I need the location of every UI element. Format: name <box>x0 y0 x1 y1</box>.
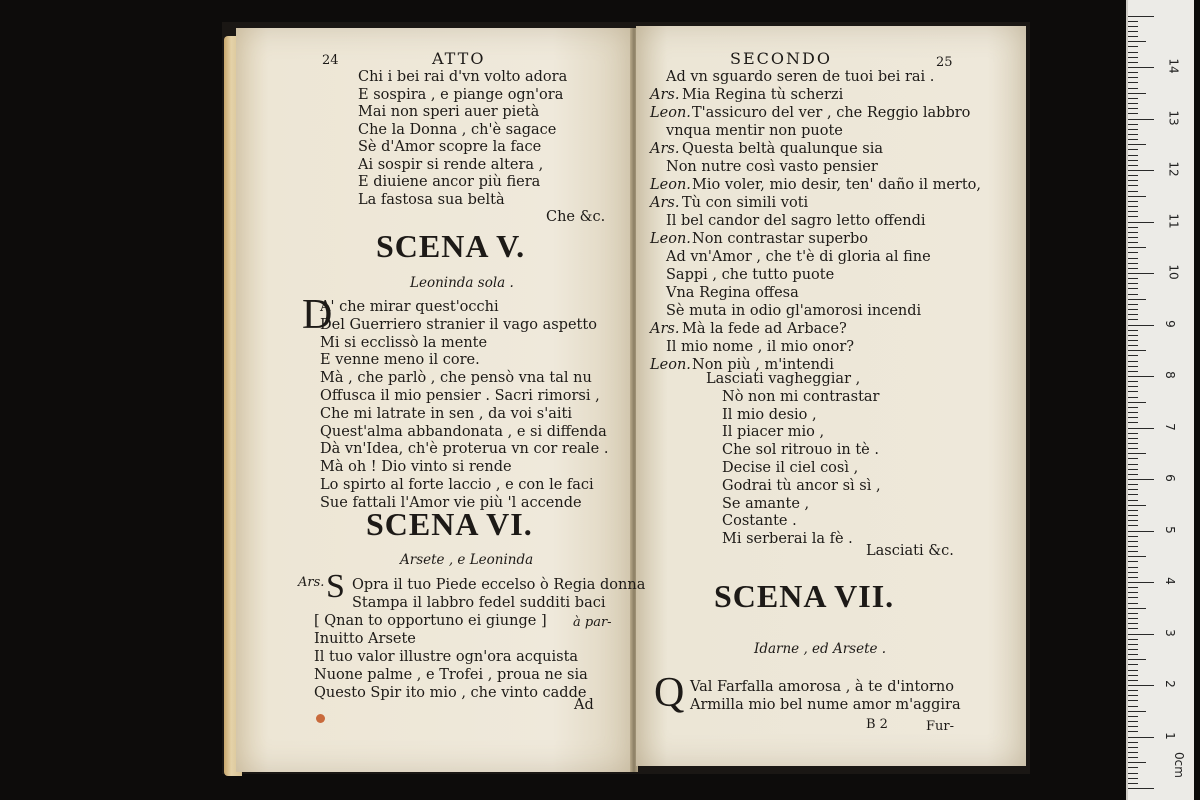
ruler-tick <box>1128 232 1138 233</box>
ruler-tick <box>1128 124 1138 125</box>
ruler-tick <box>1128 325 1154 326</box>
dialogue-line: Non contrastar superbo <box>692 231 868 247</box>
verse-line: Sè d'Amor scopre la face <box>358 139 542 155</box>
ruler-tick <box>1128 88 1138 89</box>
ruler-label: 9 <box>1162 319 1177 328</box>
scene-5-characters: Leoninda sola . <box>410 275 514 291</box>
ruler-tick <box>1128 422 1138 423</box>
ruler-tick <box>1128 572 1138 573</box>
ruler-tick <box>1128 31 1138 32</box>
ruler-tick <box>1128 592 1138 593</box>
ruler-tick <box>1128 371 1138 372</box>
verse-line: Val Farfalla amorosa , à te d'intorno <box>690 679 954 695</box>
verse-line: Ai sospir si rende altera , <box>358 156 544 173</box>
ruler-tick <box>1128 664 1138 665</box>
ruler-tick <box>1128 494 1138 495</box>
ruler-tick <box>1128 134 1138 135</box>
ruler-tick <box>1128 690 1138 691</box>
speaker-label: Ars. <box>650 87 680 103</box>
ruler-tick <box>1128 309 1138 310</box>
ruler-tick <box>1128 788 1154 789</box>
ruler-tick <box>1128 561 1138 562</box>
ruler-tick <box>1128 340 1138 341</box>
ruler-tick <box>1128 670 1138 671</box>
dialogue-line: Non nutre così vasto pensier <box>666 159 878 175</box>
ruler-tick <box>1128 721 1138 722</box>
song-line: Il piacer mio , <box>722 424 825 441</box>
song-line: Mi serberai la fè . <box>722 531 853 548</box>
ruler-tick <box>1128 438 1138 439</box>
verse-line: Chi i bei rai d'vn volto adora <box>358 69 568 85</box>
verse-line: [ Qnan to opportuno ei giunge ] <box>314 613 547 629</box>
ruler-tick <box>1128 464 1138 465</box>
speaker-label: Leon. <box>650 177 691 193</box>
ruler-tick <box>1128 108 1138 109</box>
page-number-right: 25 <box>936 55 953 70</box>
ruler-tick <box>1128 268 1138 269</box>
ruler-tick <box>1128 381 1138 382</box>
ruler-tick <box>1128 742 1138 743</box>
dialogue-line: Mà la fede ad Arbace? <box>682 321 847 337</box>
ruler-tick <box>1128 129 1138 130</box>
ruler-tick <box>1128 587 1138 588</box>
ruler-tick <box>1128 597 1138 598</box>
song-line: Costante . <box>722 513 797 530</box>
ruler-tick <box>1128 21 1138 22</box>
ruler-tick <box>1128 36 1138 37</box>
ruler-tick <box>1128 778 1138 779</box>
ruler-tick <box>1128 659 1146 660</box>
page-number-left: 24 <box>322 53 339 68</box>
ruler-label: 12 <box>1166 161 1181 177</box>
ruler-tick <box>1128 386 1138 387</box>
ruler-tick <box>1128 185 1138 186</box>
ruler-tick <box>1128 57 1138 58</box>
ruler-tick <box>1128 752 1138 753</box>
ruler-tick <box>1128 510 1138 511</box>
dialogue-line: Mia Regina tù scherzi <box>682 87 844 103</box>
ruler-tick <box>1128 26 1138 27</box>
drop-cap-s: S <box>326 568 345 605</box>
ruler-tick <box>1128 222 1154 223</box>
dialogue-line: Sappi , che tutto puote <box>666 267 835 283</box>
ruler-tick <box>1128 113 1138 114</box>
ruler-tick <box>1128 675 1138 676</box>
ruler-tick <box>1128 355 1138 356</box>
speaker-label: Ars. <box>650 141 680 157</box>
ruler-tick <box>1128 335 1138 336</box>
verse-line: Che mi latrate in sen , da voi s'aiti <box>320 405 572 422</box>
ruler-tick <box>1128 546 1138 547</box>
verse-line: E venne meno il core. <box>320 352 480 369</box>
song-line: Nò non mi contrastar <box>722 388 880 405</box>
song-line: Il mio desio , <box>722 406 817 423</box>
ruler-tick <box>1128 407 1138 408</box>
ruler-tick <box>1128 556 1146 557</box>
speaker-label: Ars. <box>650 321 680 337</box>
ruler-label: 13 <box>1166 109 1181 126</box>
ruler-tick <box>1128 93 1146 94</box>
ruler-tick <box>1128 139 1138 140</box>
ruler-tick <box>1128 46 1138 47</box>
ruler-tick <box>1128 577 1138 578</box>
ruler-tick <box>1128 160 1138 161</box>
ruler-tick <box>1128 41 1146 42</box>
verse-line: Mai non speri auer pietà <box>358 104 540 120</box>
aria-cue: Che &c. <box>546 209 606 225</box>
ruler-tick <box>1128 237 1138 238</box>
scene-6-title: SCENA VI. <box>366 506 533 542</box>
ruler-tick <box>1128 294 1138 295</box>
measurement-ruler <box>1126 0 1194 800</box>
ruler-tick <box>1128 82 1138 83</box>
dialogue-line: Mio voler, mio desir, ten' daño il merto, <box>692 177 982 193</box>
ruler-tick <box>1128 103 1138 104</box>
ruler-label: 11 <box>1166 212 1181 229</box>
ruler-label: 2 <box>1162 680 1177 688</box>
dialogue-line: T'assicuro del ver , che Reggio labbro <box>692 105 971 121</box>
ruler-label: 6 <box>1162 474 1177 482</box>
verse-line: Quest'alma abbandonata , e si diffenda <box>320 423 607 440</box>
ruler-tick <box>1128 273 1154 274</box>
ruler-tick <box>1128 155 1138 156</box>
ruler-tick <box>1128 62 1138 63</box>
song-line: Lasciati vagheggiar , <box>706 371 861 387</box>
ruler-tick <box>1128 402 1146 403</box>
dialogue-line: vnqua mentir non puote <box>666 123 843 139</box>
ruler-tick <box>1128 469 1138 470</box>
ruler-tick <box>1128 361 1138 362</box>
ruler-tick <box>1128 680 1138 681</box>
ruler-tick <box>1128 613 1138 614</box>
signature-mark: B 2 <box>866 717 888 732</box>
ruler-tick <box>1128 412 1138 413</box>
dialogue-line: Questa beltà qualunque sia <box>682 141 884 157</box>
ruler-tick <box>1128 536 1138 537</box>
ruler-tick <box>1128 72 1138 73</box>
ruler-tick <box>1128 165 1138 166</box>
ruler-tick <box>1128 16 1154 17</box>
ruler-tick <box>1128 433 1138 434</box>
ruler-tick <box>1128 314 1138 315</box>
ruler-label: 3 <box>1162 628 1177 637</box>
ruler-tick <box>1128 376 1154 377</box>
ruler-tick <box>1128 191 1138 192</box>
speaker-label: Leon. <box>650 105 691 121</box>
ruler-tick <box>1128 170 1154 171</box>
dialogue-line: Ad vn sguardo seren de tuoi bei rai . <box>666 69 935 85</box>
ruler-tick <box>1128 175 1138 176</box>
ruler-tick <box>1128 531 1154 532</box>
ruler-tick <box>1128 304 1138 305</box>
ruler-tick <box>1128 582 1154 583</box>
ink-stain <box>316 714 325 723</box>
ruler-tick <box>1128 299 1146 300</box>
dialogue-line: Tù con simili voti <box>682 195 809 211</box>
ruler-tick <box>1128 283 1138 284</box>
ruler-tick <box>1128 489 1138 490</box>
ruler-tick <box>1128 242 1138 243</box>
ruler-tick <box>1128 443 1138 444</box>
ruler-tick <box>1128 458 1138 459</box>
ruler-tick <box>1128 330 1138 331</box>
ruler-tick <box>1128 695 1138 696</box>
ruler-tick <box>1128 747 1138 748</box>
drop-cap-q: Q <box>654 670 685 716</box>
ruler-tick <box>1128 541 1138 542</box>
ruler-tick <box>1128 428 1154 429</box>
verse-line: Che la Donna , ch'è sagace <box>358 121 557 138</box>
ruler-tick <box>1128 391 1138 392</box>
ruler-tick <box>1128 567 1138 568</box>
ruler-tick <box>1128 258 1138 259</box>
ruler-label: 14 <box>1166 58 1181 74</box>
ruler-tick <box>1128 206 1138 207</box>
ruler-tick <box>1128 767 1138 768</box>
ruler-tick <box>1128 654 1138 655</box>
dialogue-line: Vna Regina offesa <box>666 285 799 301</box>
ruler-tick <box>1128 706 1138 707</box>
ruler-tick <box>1128 366 1138 367</box>
ruler-label: 1 <box>1162 731 1177 740</box>
ruler-label: 4 <box>1162 577 1177 585</box>
verse-line: Sue fattali l'Amor vie più 'l accende <box>320 494 582 511</box>
ruler-tick <box>1128 716 1138 717</box>
verse-line: Nuone palme , e Trofei , proua ne sia <box>314 667 588 683</box>
ruler-tick <box>1128 180 1138 181</box>
ruler-tick <box>1128 474 1138 475</box>
verse-line: Mi si ecclissò la mente <box>320 334 488 351</box>
ruler-tick <box>1128 417 1138 418</box>
running-head-right: SECONDO <box>730 49 832 68</box>
ruler-tick <box>1128 628 1138 629</box>
verse-line: Dà vn'Idea, ch'è proterua vn cor reale . <box>320 441 609 458</box>
scene-7-title: SCENA VII. <box>714 578 895 614</box>
ruler-tick <box>1128 216 1138 217</box>
ruler-tick <box>1128 98 1138 99</box>
song-line: Che sol ritrouo in tè . <box>722 442 879 459</box>
verse-line: E sospira , e piange ogn'ora <box>358 86 564 103</box>
dialogue-line: Sè muta in odio gl'amorosi incendi <box>666 303 922 319</box>
ruler-tick <box>1128 149 1138 150</box>
ruler-tick <box>1128 711 1146 712</box>
speaker-label: Ars. <box>650 195 680 211</box>
ruler-tick <box>1128 263 1138 264</box>
ruler-tick <box>1128 762 1146 763</box>
ruler-label: 8 <box>1162 371 1177 379</box>
dialogue-line: Non più , m'intendi <box>692 357 834 373</box>
verse-line: Armilla mio bel nume amor m'aggira <box>690 697 961 713</box>
ruler-tick <box>1128 448 1138 449</box>
ruler-tick <box>1128 515 1138 516</box>
ruler-tick <box>1128 623 1138 624</box>
catchword-left: Ad <box>574 697 594 713</box>
verse-line: Questo Spir ito mio , che vinto cadde <box>314 685 587 701</box>
song-line: Se amante , <box>722 495 810 512</box>
ruler-label: 10 <box>1166 264 1181 280</box>
verse-line: Inuitto Arsete <box>314 631 416 647</box>
verse-line: E diuiene ancor più fiera <box>358 174 541 190</box>
verse-line: Del Guerriero stranier il vago aspetto <box>320 316 597 333</box>
verse-line: A' che mirar quest'occhi <box>320 299 499 315</box>
verse-line: Offusca il mio pensier . Sacri rimorsi , <box>320 388 600 404</box>
ruler-tick <box>1128 397 1138 398</box>
ruler-tick <box>1128 700 1138 701</box>
ruler-label: 5 <box>1162 525 1177 534</box>
ruler-tick <box>1128 252 1138 253</box>
verse-line: La fastosa sua beltà <box>358 191 505 208</box>
song-line: Decise il ciel così , <box>722 460 859 476</box>
ruler-tick <box>1128 227 1138 228</box>
ruler-tick <box>1128 288 1138 289</box>
ruler-tick <box>1128 505 1146 506</box>
ruler-tick <box>1128 345 1138 346</box>
ruler-tick <box>1128 773 1138 774</box>
catchword-right: Fur- <box>926 719 954 734</box>
ruler-tick <box>1128 551 1138 552</box>
verse-line: Lo spirto al forte laccio , e con le faci <box>320 477 594 493</box>
ruler-tick <box>1128 603 1138 604</box>
ruler-tick <box>1128 52 1138 53</box>
ruler-tick <box>1128 119 1154 120</box>
ruler-tick <box>1128 757 1138 758</box>
verse-line: Opra il tuo Piede eccelso ò Regia donna <box>352 577 646 593</box>
ruler-tick <box>1128 731 1138 732</box>
ruler-tick <box>1128 500 1138 501</box>
ruler-tick <box>1128 479 1154 480</box>
dialogue-line: Il mio nome , il mio onor? <box>666 339 855 355</box>
drop-cap-d: D <box>302 292 333 338</box>
ruler-tick <box>1128 247 1146 248</box>
ruler-tick <box>1128 201 1138 202</box>
ruler-tick <box>1128 639 1138 640</box>
ruler-tick <box>1128 649 1138 650</box>
ruler-tick <box>1128 453 1146 454</box>
ruler-tick <box>1128 67 1154 68</box>
ruler-tick <box>1128 634 1154 635</box>
ruler-tick <box>1128 196 1146 197</box>
ruler-tick <box>1128 644 1138 645</box>
ruler-label: 0cm <box>1171 752 1186 778</box>
verse-line: Mà , che parlò , che pensò vna tal nu <box>320 370 592 387</box>
song-cue: Lasciati &c. <box>866 543 954 559</box>
dialogue-line: Il bel candor del sagro letto offendi <box>666 213 926 229</box>
scene-5-title: SCENA V. <box>376 228 526 264</box>
ruler-tick <box>1128 77 1138 78</box>
verse-line: Stampa il labbro fedel sudditi baci <box>352 595 606 611</box>
ruler-tick <box>1128 484 1138 485</box>
ruler-tick <box>1128 278 1138 279</box>
scene-6-aside: à par- <box>573 615 612 630</box>
ruler-tick <box>1128 685 1154 686</box>
ruler-tick <box>1128 144 1146 145</box>
scene-7-characters: Idarne , ed Arsete . <box>754 641 887 657</box>
ruler-tick <box>1128 520 1138 521</box>
ruler-tick <box>1128 211 1138 212</box>
ruler-tick <box>1128 350 1146 351</box>
ruler-tick <box>1128 319 1138 320</box>
ruler-tick <box>1128 737 1154 738</box>
running-head-left: ATTO <box>432 49 486 68</box>
dialogue-line: Ad vn'Amor , che t'è di gloria al fine <box>666 249 931 265</box>
ruler-label: 7 <box>1162 422 1177 431</box>
ruler-tick <box>1128 608 1146 609</box>
ruler-tick <box>1128 525 1138 526</box>
ruler-tick <box>1128 726 1138 727</box>
speaker-label: Leon. <box>650 357 691 373</box>
verse-line: Il tuo valor illustre ogn'ora acquista <box>314 649 579 665</box>
ruler-tick <box>1128 783 1138 784</box>
song-line: Godrai tù ancor sì sì , <box>722 477 881 494</box>
verse-line: Mà oh ! Dio vinto si rende <box>320 459 512 476</box>
scene-6-speaker: Ars. <box>298 575 325 590</box>
scene-6-characters: Arsete , e Leoninda <box>400 552 534 568</box>
speaker-label: Leon. <box>650 231 691 247</box>
ruler-tick <box>1128 618 1138 619</box>
